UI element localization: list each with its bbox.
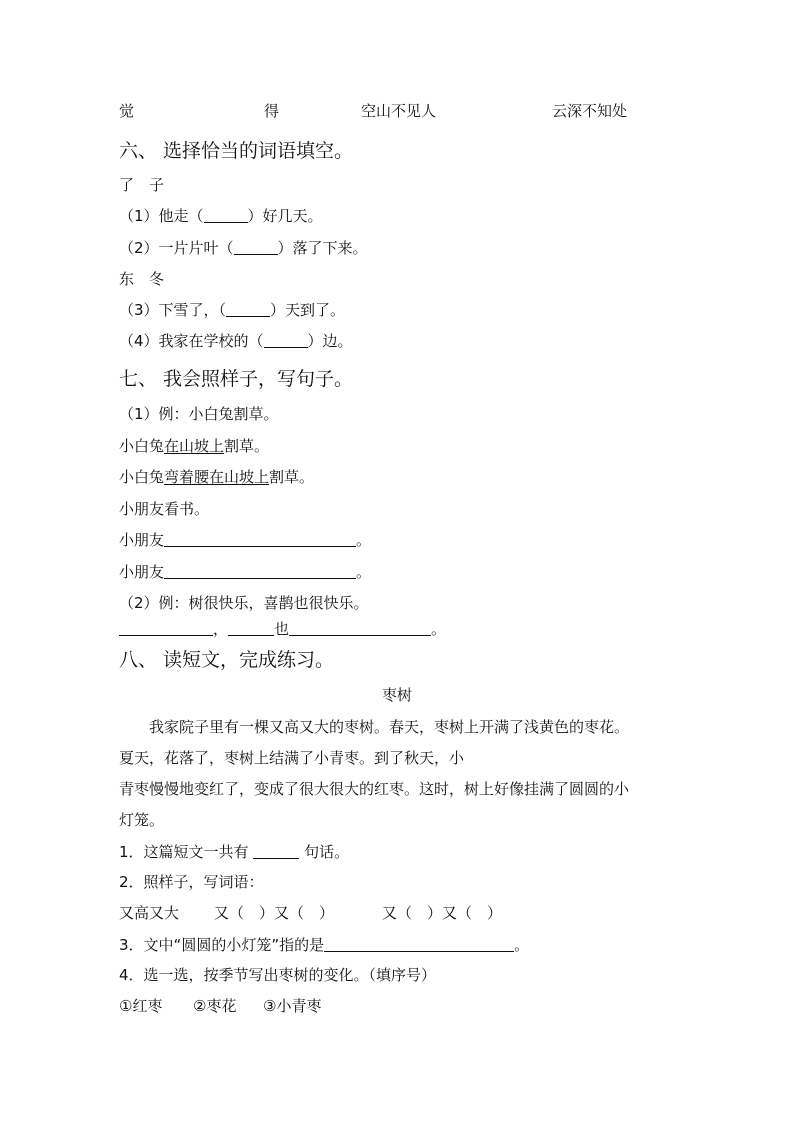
story-line-4: 灯笼。 — [119, 811, 165, 829]
answer-line-1: 小朋友 。 — [119, 531, 372, 549]
exercise-2-example: 又高又大 — [119, 904, 180, 922]
example-1: （1）例：小白兔割草。 — [119, 405, 279, 423]
example-1-line-2: 小白兔在山坡上割草。 — [119, 437, 270, 455]
exercise-2-fill-1[interactable]: 又（ ）又（ ） — [214, 904, 335, 922]
word-pair-2: 东 冬 — [119, 270, 165, 288]
question-4: （4）我家在学校的（ ）边。 — [119, 332, 353, 350]
story-line-3: 青枣慢慢地变红了，变成了很大很大的红枣。这时，树上好像挂满了圆圆的小 — [119, 780, 630, 798]
sentence-count-blank[interactable] — [253, 844, 299, 859]
exercise-2-fill-2[interactable]: 又（ ）又（ ） — [382, 904, 503, 922]
poem-line-1: 空山不见人 — [361, 102, 437, 120]
question-3: （3）下雪了，（ ）天到了。 — [119, 301, 346, 319]
section-6-title: 六、 选择恰当的词语填空。 — [119, 140, 354, 162]
answer-line-2: 小朋友 。 — [119, 563, 372, 581]
story-title: 枣树 — [382, 686, 413, 704]
story-line-1: 我家院子里有一棵又高又大的枣树。春天，枣树上开满了浅黄色的枣花。 — [119, 718, 630, 736]
option-2: ②枣花 — [193, 997, 237, 1015]
answer-blank-3[interactable] — [119, 621, 213, 636]
blank-4[interactable] — [264, 333, 308, 348]
exercise-2: 2．照样子，写词语： — [119, 873, 264, 891]
option-3: ③小青枣 — [263, 997, 322, 1015]
question-2: （2）一片片叶（ ）落了下来。 — [119, 239, 368, 257]
answer-blank-2[interactable] — [164, 564, 356, 579]
answer-blank-5[interactable] — [289, 621, 431, 636]
answer-blank-1[interactable] — [164, 532, 356, 547]
example-1-line-3: 小白兔弯着腰在山坡上割草。 — [119, 468, 315, 486]
exercise-1: 1．这篇短文一共有 句话。 — [119, 843, 350, 861]
word-pair-1: 了 子 — [119, 176, 165, 194]
section-8-title: 八、 读短文，完成练习。 — [119, 649, 335, 671]
word-jue: 觉 — [119, 102, 135, 120]
answer-blank-4[interactable] — [228, 621, 274, 636]
poem-line-2: 云深不知处 — [552, 102, 628, 120]
word-de: 得 — [264, 102, 280, 120]
question-1: （1）他走（ ）好几天。 — [119, 207, 323, 225]
example-2: （2）例：树很快乐，喜鹊也很快乐。 — [119, 594, 369, 612]
exercise-3: 3．文中“圆圆的小灯笼”指的是 。 — [119, 936, 530, 954]
blank-1[interactable] — [204, 208, 248, 223]
option-1: ①红枣 — [119, 997, 163, 1015]
lantern-meaning-blank[interactable] — [324, 937, 514, 952]
blank-3[interactable] — [226, 302, 270, 317]
exercise-4: 4．选一选，按季节写出枣树的变化。（填序号） — [119, 966, 437, 984]
prompt-sentence: 小朋友看书。 — [119, 500, 210, 518]
section-7-title: 七、 我会照样子，写句子。 — [119, 368, 354, 390]
answer-line-3: ， 也 。 — [119, 619, 446, 639]
blank-2[interactable] — [234, 240, 278, 255]
story-line-2: 夏天，花落了，枣树上结满了小青枣。到了秋天，小 — [119, 749, 465, 767]
